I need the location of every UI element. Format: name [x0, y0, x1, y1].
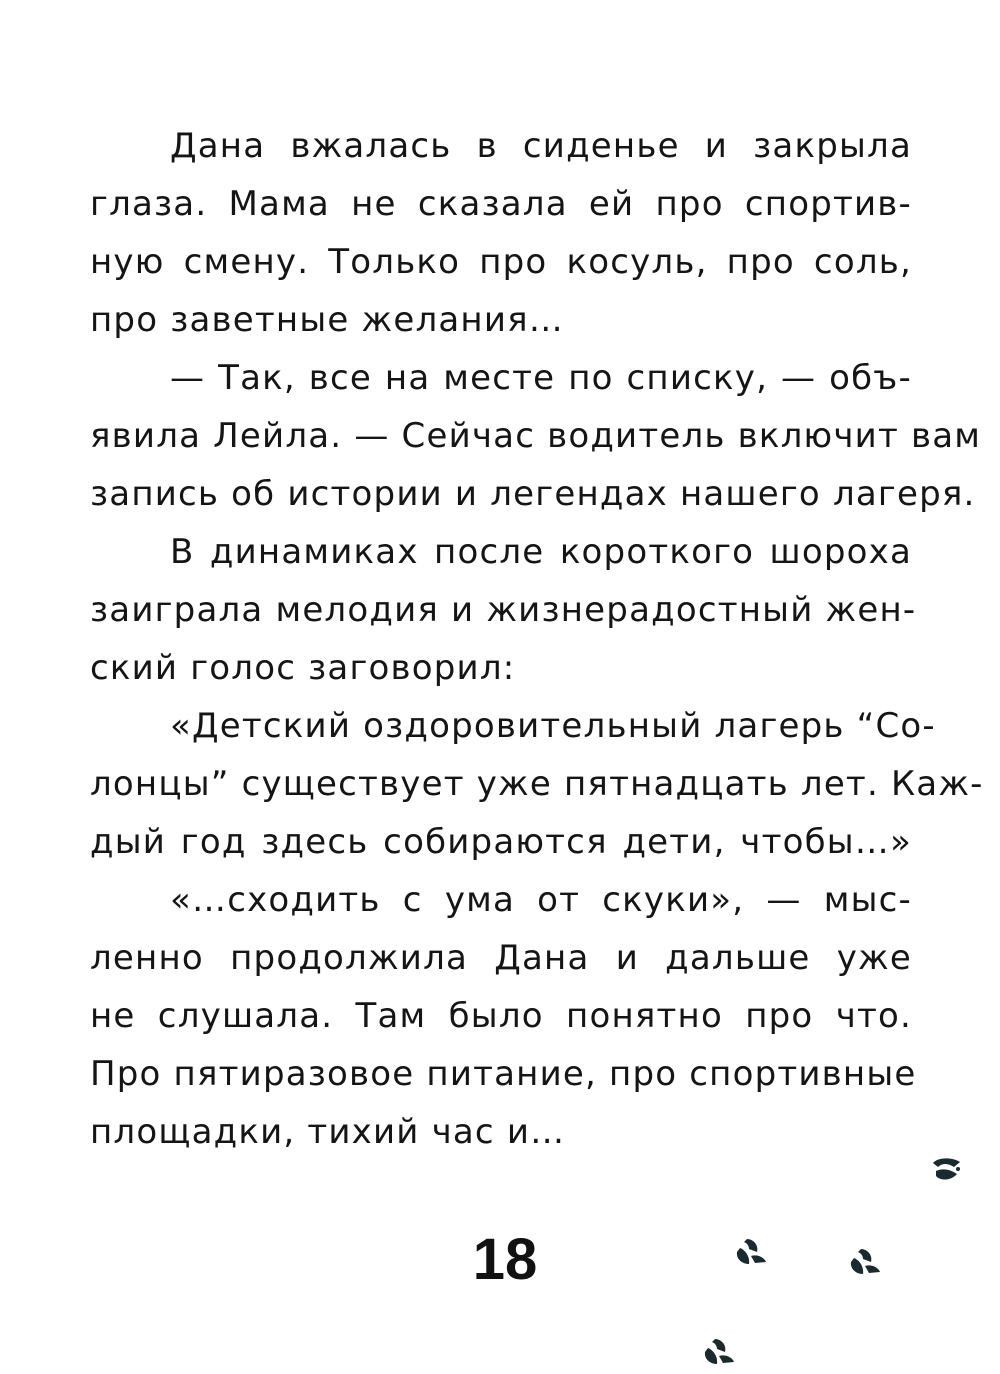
text-line: не слушала. Там было понятно про что.: [90, 996, 912, 1036]
text-line: лонцы” существует уже пятнадцать лет. Каж-: [90, 764, 984, 804]
text-line: запись об истории и легендах нашего лагеря.: [90, 474, 976, 514]
text-line: Дана вжалась в сиденье и закрыла: [170, 126, 912, 166]
text-line: площадки, тихий час и…: [90, 1112, 566, 1152]
text-line: «Детский оздоровительный лагерь “Со-: [170, 706, 936, 746]
text-line: глаза. Мама не сказала ей про спортив-: [90, 184, 912, 224]
text-line: ский голос заговорил:: [90, 648, 516, 688]
text-line: дый год здесь собираются дети, чтобы…»: [90, 822, 912, 862]
text-line: ленно продолжила Дана и дальше уже: [90, 938, 912, 978]
hoofprint-icon: [701, 1336, 737, 1370]
text-line: В динамиках после короткого шороха: [170, 532, 912, 572]
text-line: про заветные желания…: [90, 300, 564, 340]
hoofprint-icon: [847, 1246, 883, 1280]
hoofprint-icon: [930, 1155, 966, 1185]
text-line: «…сходить с ума от скуки», — мыс-: [170, 880, 912, 920]
text-line: — Так, все на месте по списку, — объ-: [170, 358, 912, 398]
page-number: 18: [472, 1227, 538, 1292]
hoofprint-icon: [733, 1236, 769, 1270]
text-line: явила Лейла. — Сейчас водитель включит вам: [90, 416, 982, 456]
text-line: заиграла мелодия и жизнерадостный жен-: [90, 590, 917, 630]
body-text: [90, 117, 984, 1161]
text-line: Про пятиразовое питание, про спортивные: [90, 1054, 917, 1094]
text-line: ную смену. Только про косуль, про соль,: [90, 242, 912, 282]
